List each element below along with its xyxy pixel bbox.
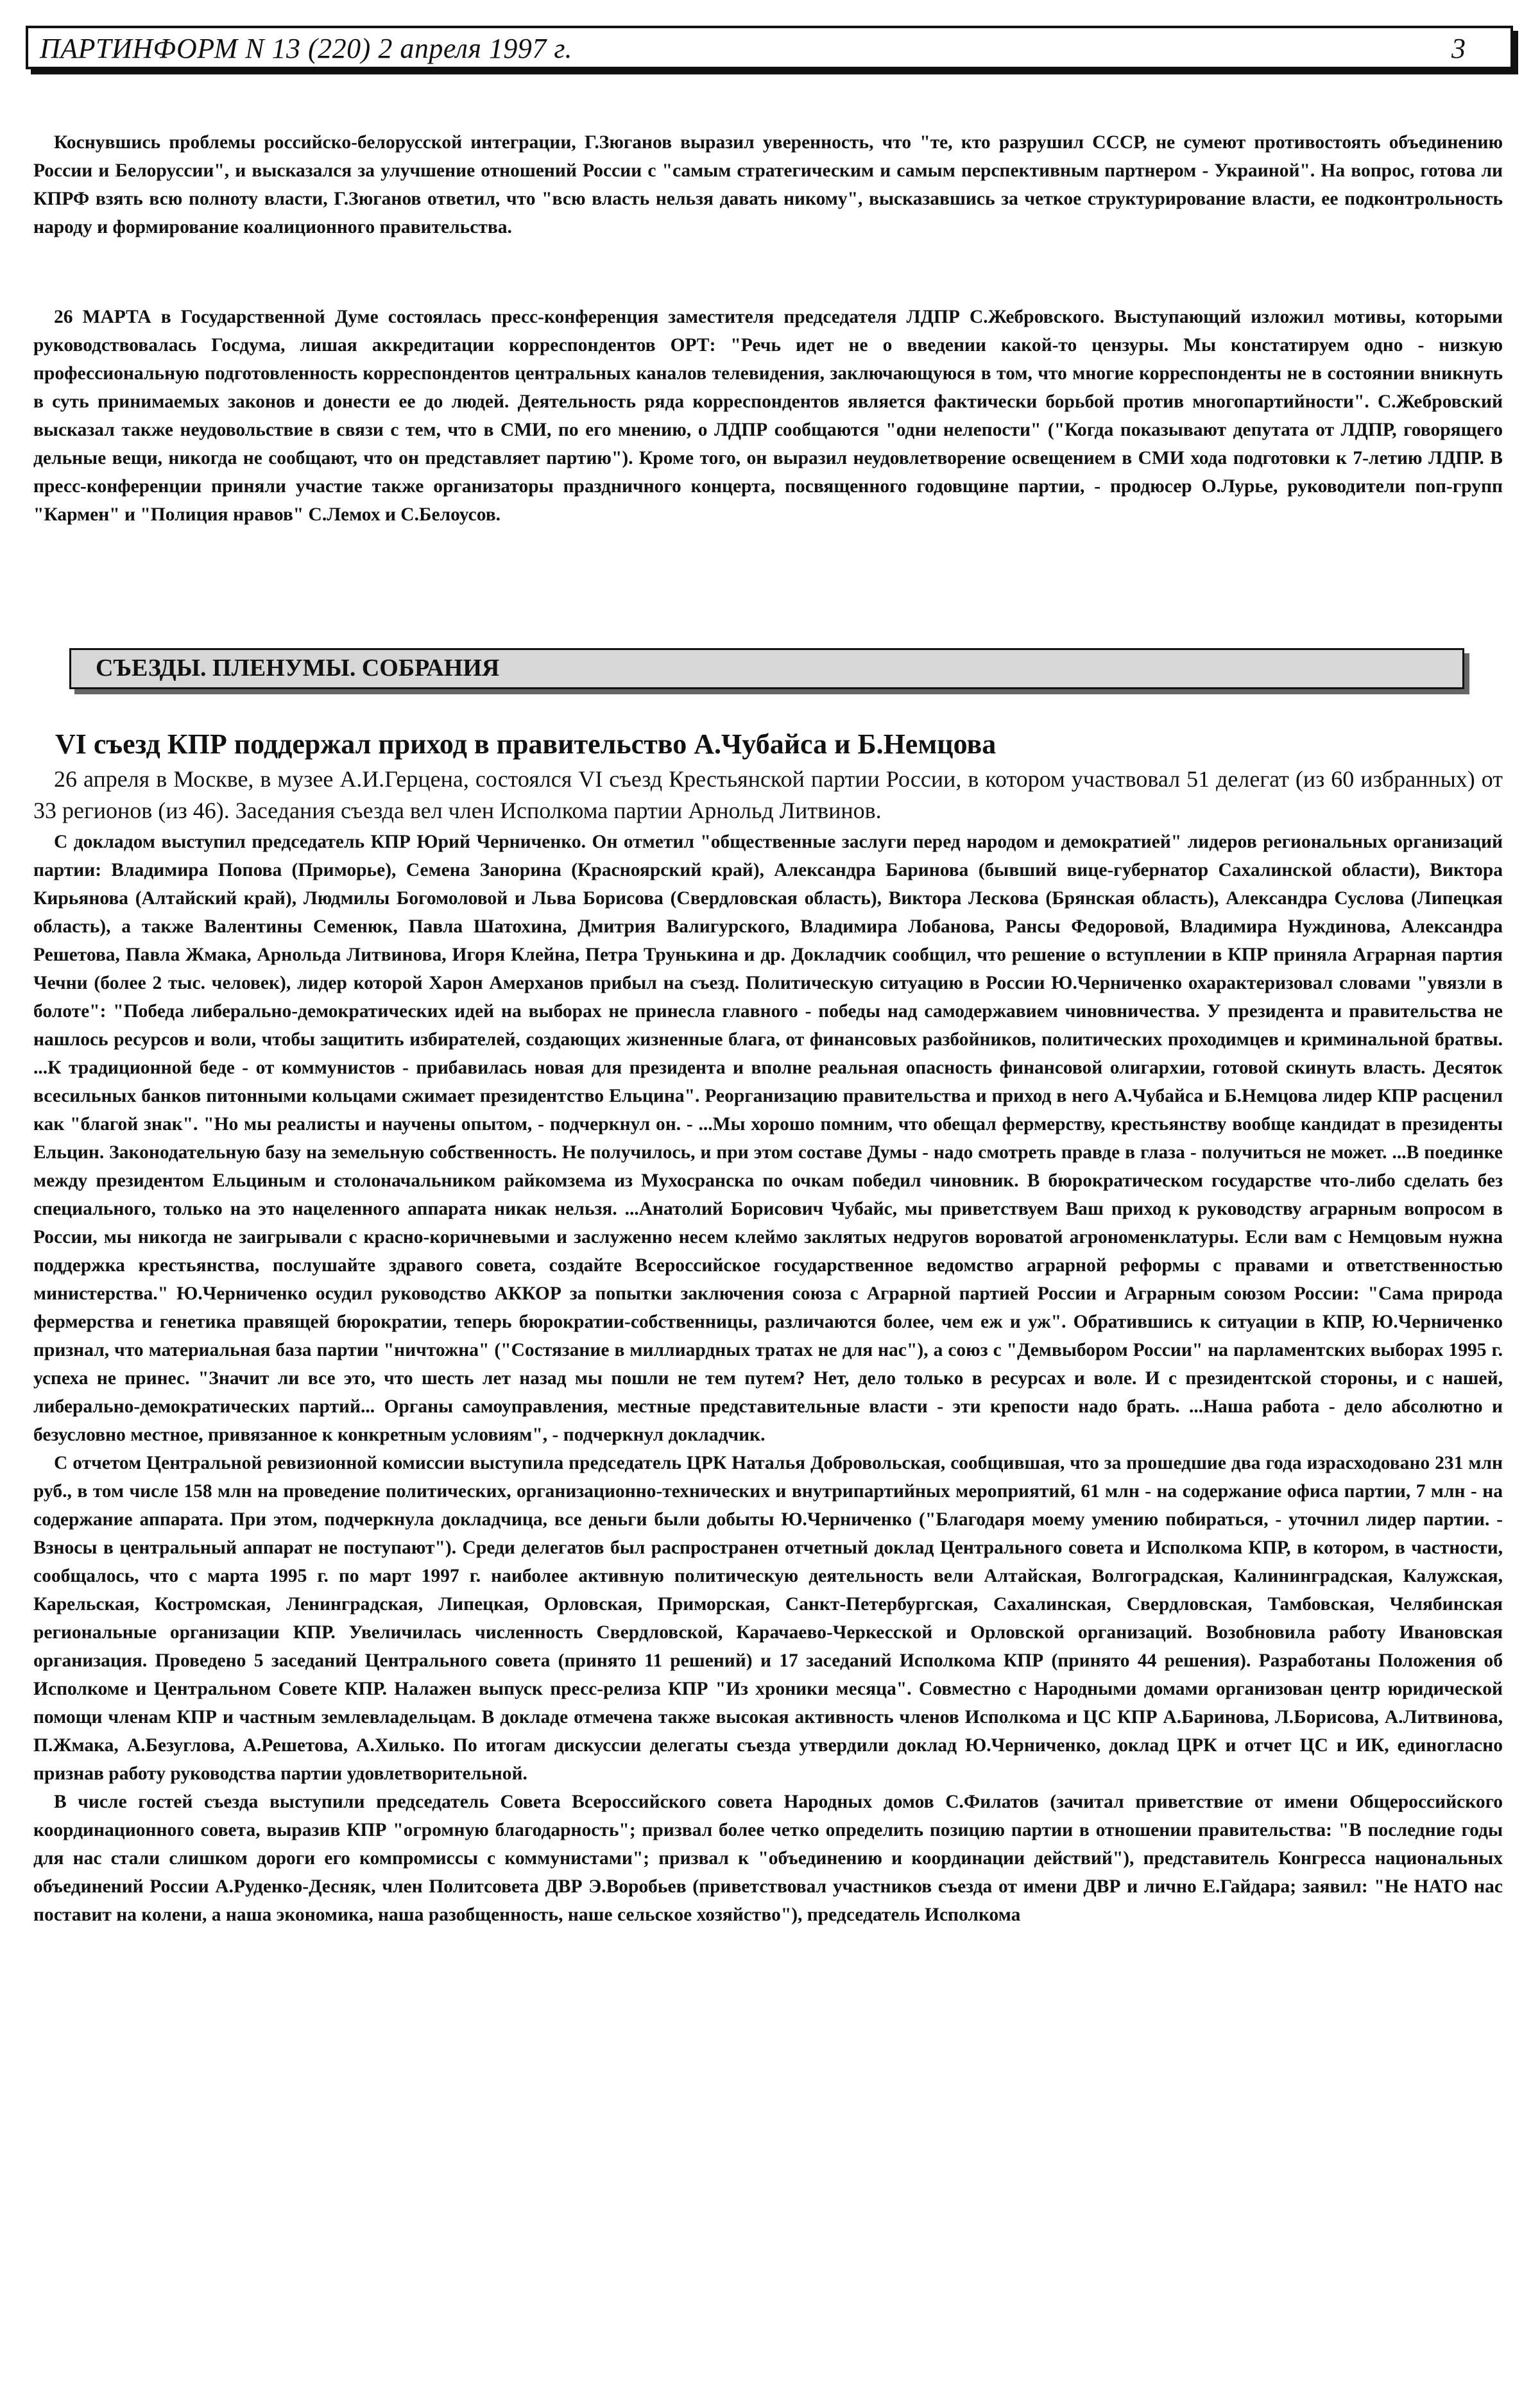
- paragraph-zyuganov: Коснувшись проблемы российско-белорусской интеграции, Г.Зюганов выразил уверенность, что "те, кто разрушил СССР, не сумеют противостоять объединению России и Белоруссии", и высказался за улучшение отношений России с "самым стратегическим и самым перспективным партнером - Украиной". На вопрос, готова ли КПРФ взять всю полноту власти, Г.Зюганов ответил, что "всю власть нельзя давать никому", высказавшись за четкое структурирование власти, ее подконтрольность народу и формирование коалиционного правительства.: [33, 132, 1503, 237]
- article-headline: VI съезд КПР поддержал приход в правительство А.Чубайса и Б.Немцова: [55, 728, 997, 760]
- page-header: [26, 26, 1513, 69]
- article-paragraph: В числе гостей съезда выступили председатель Совета Всероссийского совета Народных домов С.Филатов (зачитал приветствие от имени Общероссийского координационного совета, выразив КПР "огромную благодарность"; призвал более четко определить позицию партии в отношении правительства: "В последние годы для нас стали слишком дороги его компромиссы с коммунистами"; призвал к "объединению и координации действий"), представитель Конгресса национальных объединений России А.Руденко-Десняк, член Политсовета ДВР Э.Воробьев (приветствовал участников съезда от имени ДВР и лично Е.Гайдара; заявил: "Не НАТО нас поставит на колени, а наша экономика, наша разобщенность, наше сельское хозяйство"), председатель Исполкома: [33, 1792, 1503, 1925]
- article-lead: 26 апреля в Москве, в музее А.И.Герцена, состоялся VI съезд Крестьянской партии России, в котором участвовал 51 делегат (из 60 избранных) от 33 регионов (из 46). Заседания съезда вел член Исполкома партии Арнольд Литвинов.: [33, 766, 1503, 823]
- article-paragraph: С докладом выступил председатель КПР Юрий Черниченко. Он отметил "общественные заслуги перед народом и демократией" лидеров региональных организаций партии: Владимира Попова (Приморье), Семена Занорина (Красноярский край), Александра Баринова (бывший вице-губернатор Сахалинской области), Виктора Кирьянова (Алтайский край), Людмилы Богомоловой и Льва Борисова (Свердловская область), Виктора Лескова (Брянская область), Александра Суслова (Липецкая область), а также Валентины Семенюк, Павла Шатохина, Дмитрия Валигурского, Владимира Лобанова, Рансы Федоровой, Владимира Нуждинова, Александра Решетова, Павла Жмака, Арнольда Литвинова, Игоря Клейна, Петра Трунькина и др. Докладчик сообщил, что решение о вступлении в КПР приняла Аграрная партия Чечни (более 2 тыс. человек), лидер которой Харон Амерханов прибыл на съезд. Политическую ситуацию в России Ю.Черниченко охарактеризовал словами "увязли в болоте": "Победа либерально-демократических идей на выборах не принесла главного - победы над самодержавием чиновничества. У президента и правительства не нашлось ресурсов и воли, чтобы защитить избирателей, создающих жизненные блага, от финансовых разбойников, политических проходимцев и криминальной братвы. ...К традиционной беде - от коммунистов - прибавилась новая для президента и вполне реальная опасность финансовой олигархии, готовой скинуть власть. Десяток всесильных банков питонными кольцами сжимает президентство Ельцина". Реорганизацию правительства и приход в него А.Чубайса и Б.Немцова лидер КПР расценил как "благой знак". "Но мы реалисты и научены опытом, - подчеркнул он. - ...Мы хорошо помним, что обещал фермерству, крестьянству вообще кандидат в президенты Ельцин. Законодательную базу на земельную собственность. Не получилось, и при этом составе Думы - надо смотреть правде в глаза - получиться не может. ...В поединке между президентом Ельциным и столоначальником райкомзема из Мухосранска по очкам победил чиновник. В бюрократическом государстве что-либо сделать без специального, только на это нацеленного аппарата никак нельзя. ...Анатолий Борисович Чубайс, мы приветствуем Ваш приход к руководству аграрным вопросом в России, мы никогда не заигрывали с красно-коричневыми и заслуженно несем клеймо заклятых недругов вороватой агрономенклатуры. Если вам с Немцовым нужна поддержка крестьянства, послушайте здравого совета, создайте Всероссийское государственное ведомство аграрной реформы с правами и ответственностью министерства." Ю.Черниченко осудил руководство АККОР за попытки заключения союза с Аграрной партией России и Аграрным союзом России: "Сама природа фермерства и генетика правящей бюрократии, теперь бюрократии-собственницы, различаются более, чем еж и уж". Обратившись к ситуации в КПР, Ю.Черниченко признал, что материальная база партии "ничтожна" ("Состязание в миллиардных тратах не для нас"), а союз с "Демвыбором России" на парламентских выборах 1995 г. успеха не принес. "Значит ли все это, что шесть лет назад мы пошли не тем путем? Нет, дело только в ресурсах и воле. И с президентской стороны, и с нашей, либерально-демократических партий... Органы самоуправления, местные представительные власти - эти крепости надо брать. ...Наша работа - дело абсолютно и безусловно местное, привязанное к конкретным условиям", - подчеркнул докладчик.: [33, 832, 1503, 1445]
- article-paragraph: С отчетом Центральной ревизионной комиссии выступила председатель ЦРК Наталья Добровольская, сообщившая, что за прошедшие два года израсходовано 231 млн руб., в том числе 158 млн на проведение политических, организационно-технических и внутрипартийных мероприятий, 61 млн - на содержание офиса партии, 7 млн - на содержание аппарата. При этом, подчеркнула докладчица, все деньги были добыты Ю.Черниченко ("Благодаря моему умению побираться, - уточнил лидер партии. - Взносы в центральный аппарат не поступают"). Среди делегатов был распространен отчетный доклад Центрального совета и Исполкома КПР, в котором, в частности, сообщалось, что с марта 1995 г. по март 1997 г. наиболее активную политическую деятельность вели Алтайская, Волгоградская, Калининградская, Калужская, Карельская, Костромская, Ленинградская, Липецкая, Орловская, Приморская, Санкт-Петербургская, Сахалинская, Свердловская, Тамбовская, Челябинская региональные организации КПР. Увеличилась численность Свердловской, Карачаево-Черкесской и Орловской организаций. Возобновила работу Ивановская организация. Проведено 5 заседаний Центрального совета (принято 11 решений) и 17 заседаний Исполкома КПР (принято 44 решения). Разработаны Положения об Исполкоме и Центральном Совете КПР. Налажен выпуск пресс-релиза КПР "Из хроники месяца". Совместно с Народными домами организован центр юридической помощи членам КПР и частным землевладельцам. В докладе отмечена также высокая активность членов Исполкома и ЦС КПР А.Баринова, Л.Борисова, А.Литвинова, П.Жмака, А.Безуглова, А.Решетова, А.Хилько. По итогам дискуссии делегаты съезда утвердили доклад Ю.Черниченко, доклад ЦРК и отчет ЦС и ИК, единогласно признав работу руководства партии удовлетворительной.: [33, 1453, 1503, 1784]
- page-number: 3: [1451, 33, 1466, 64]
- top-paragraph-block: [33, 128, 1503, 241]
- section-header: [69, 648, 1464, 689]
- top-paragraph-block-2: [33, 303, 1503, 529]
- article-body: [33, 828, 1503, 1929]
- paragraph-ldpr-press: 26 МАРТА в Государственной Думе состоялась пресс-конференция заместителя председателя ЛДПР С.Жебровского. Выступающий изложил мотивы, которыми руководствовалась Госдума, лишая аккредитации корреспондентов ОРТ: "Речь идет не о введении какой-то цензуры. Мы констатируем одно - низкую профессиональную подготовленность корреспондентов центральных каналов телевидения, заключающуюся в том, что многие корреспонденты не в состоянии вникнуть в суть принимаемых законов и донести ее до людей. Деятельность ряда корреспондентов является фактически борьбой против многопартийности". С.Жебровский высказал также неудовольствие в связи с тем, что в СМИ, по его мнению, о ЛДПР сообщаются "одни нелепости" ("Когда показывают депутата от ЛДПР, говорящего дельные вещи, никогда не сообщают, что он представляет партию"). Кроме того, он выразил неудовлетворение освещением в СМИ хода подготовки к 7-летию ЛДПР. В пресс-конференции приняли участие также организаторы праздничного концерта, посвященного годовщине партии, - продюсер О.Лурье, руководители поп-групп "Кармен" и "Полиция нравов" С.Лемох и С.Белоусов.: [33, 307, 1503, 525]
- publication-title: ПАРТИНФОРМ N 13 (220) 2 апреля 1997 г.: [40, 33, 572, 64]
- section-label: СЪЕЗДЫ. ПЛЕНУМЫ. СОБРАНИЯ: [96, 655, 500, 681]
